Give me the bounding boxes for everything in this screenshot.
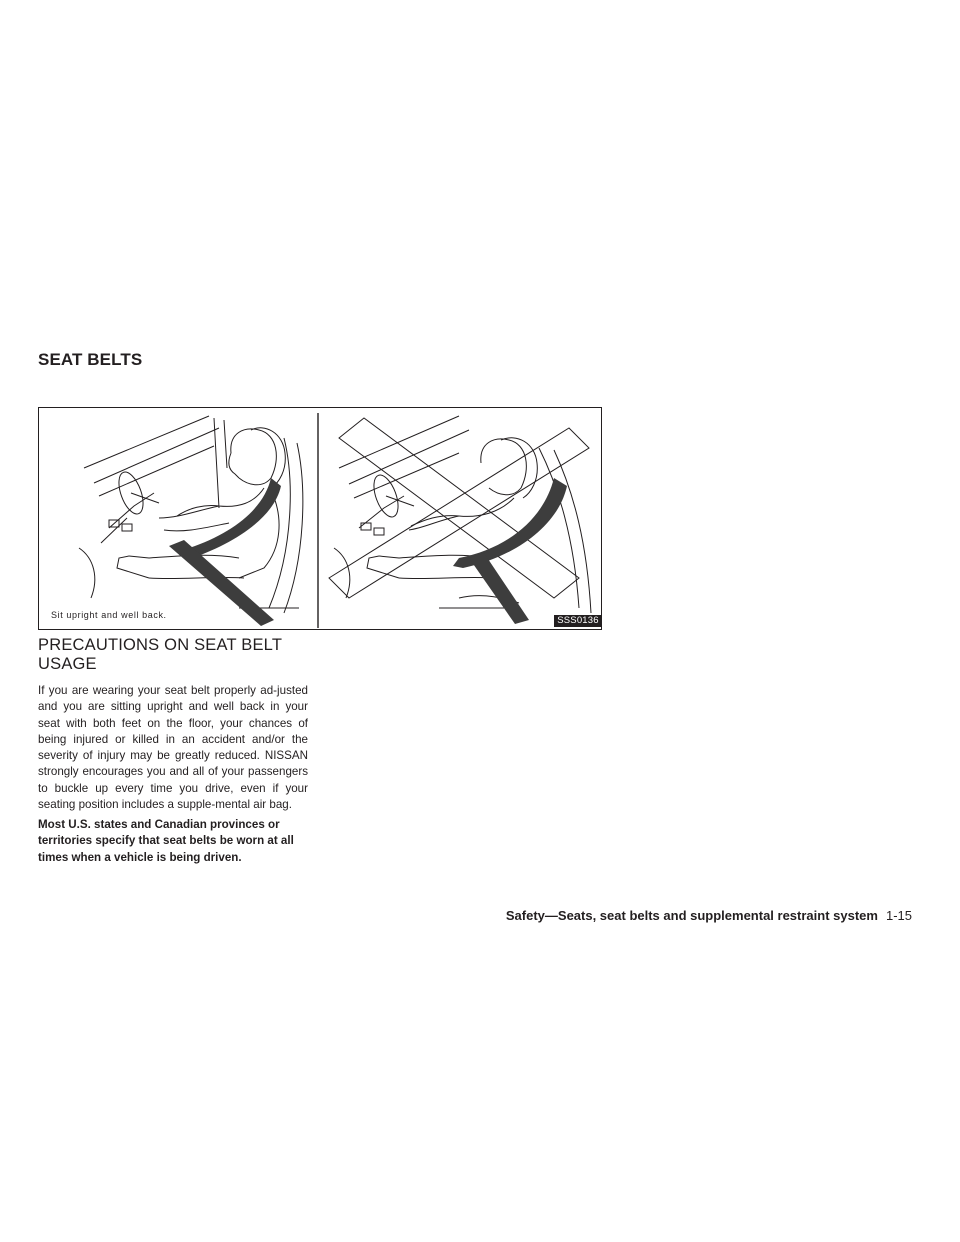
illustration-drawing <box>39 408 603 631</box>
figure-caption: Sit upright and well back. <box>51 610 167 620</box>
seat-belt-illustration <box>38 407 602 630</box>
lap-belt-incorrect <box>469 553 529 624</box>
figure-code: SSS0136 <box>554 615 602 627</box>
article-paragraph: If you are wearing your seat belt properly ad-justed and you are sitting upright and well back in your seat with both feet on the floor, your chances of being injured or killed in an accident and/or the severity of injury may be greatly reduced. NISSAN strongly encourages you and all of your passengers to buckle up every time you drive, even if your seating position includes a supple-mental air bag. <box>38 684 308 812</box>
correct-posture-drawing <box>79 416 303 613</box>
section-heading: SEAT BELTS <box>38 350 143 369</box>
article-note: Most U.S. states and Canadian provinces or territories specify that seat belts be worn at all times when a vehicle is being driven. <box>38 818 294 864</box>
lap-belt-correct <box>169 540 274 626</box>
article-title: PRECAUTIONS ON SEAT BELT USAGE <box>38 636 282 673</box>
shoulder-belt-correct <box>179 478 281 560</box>
footer-page-number: 1-15 <box>885 908 912 923</box>
shoulder-belt-incorrect <box>453 478 567 568</box>
footer-chapter-title: Safety—Seats, seat belts and supplemental restraint system <box>505 908 878 923</box>
page-footer <box>506 908 912 923</box>
